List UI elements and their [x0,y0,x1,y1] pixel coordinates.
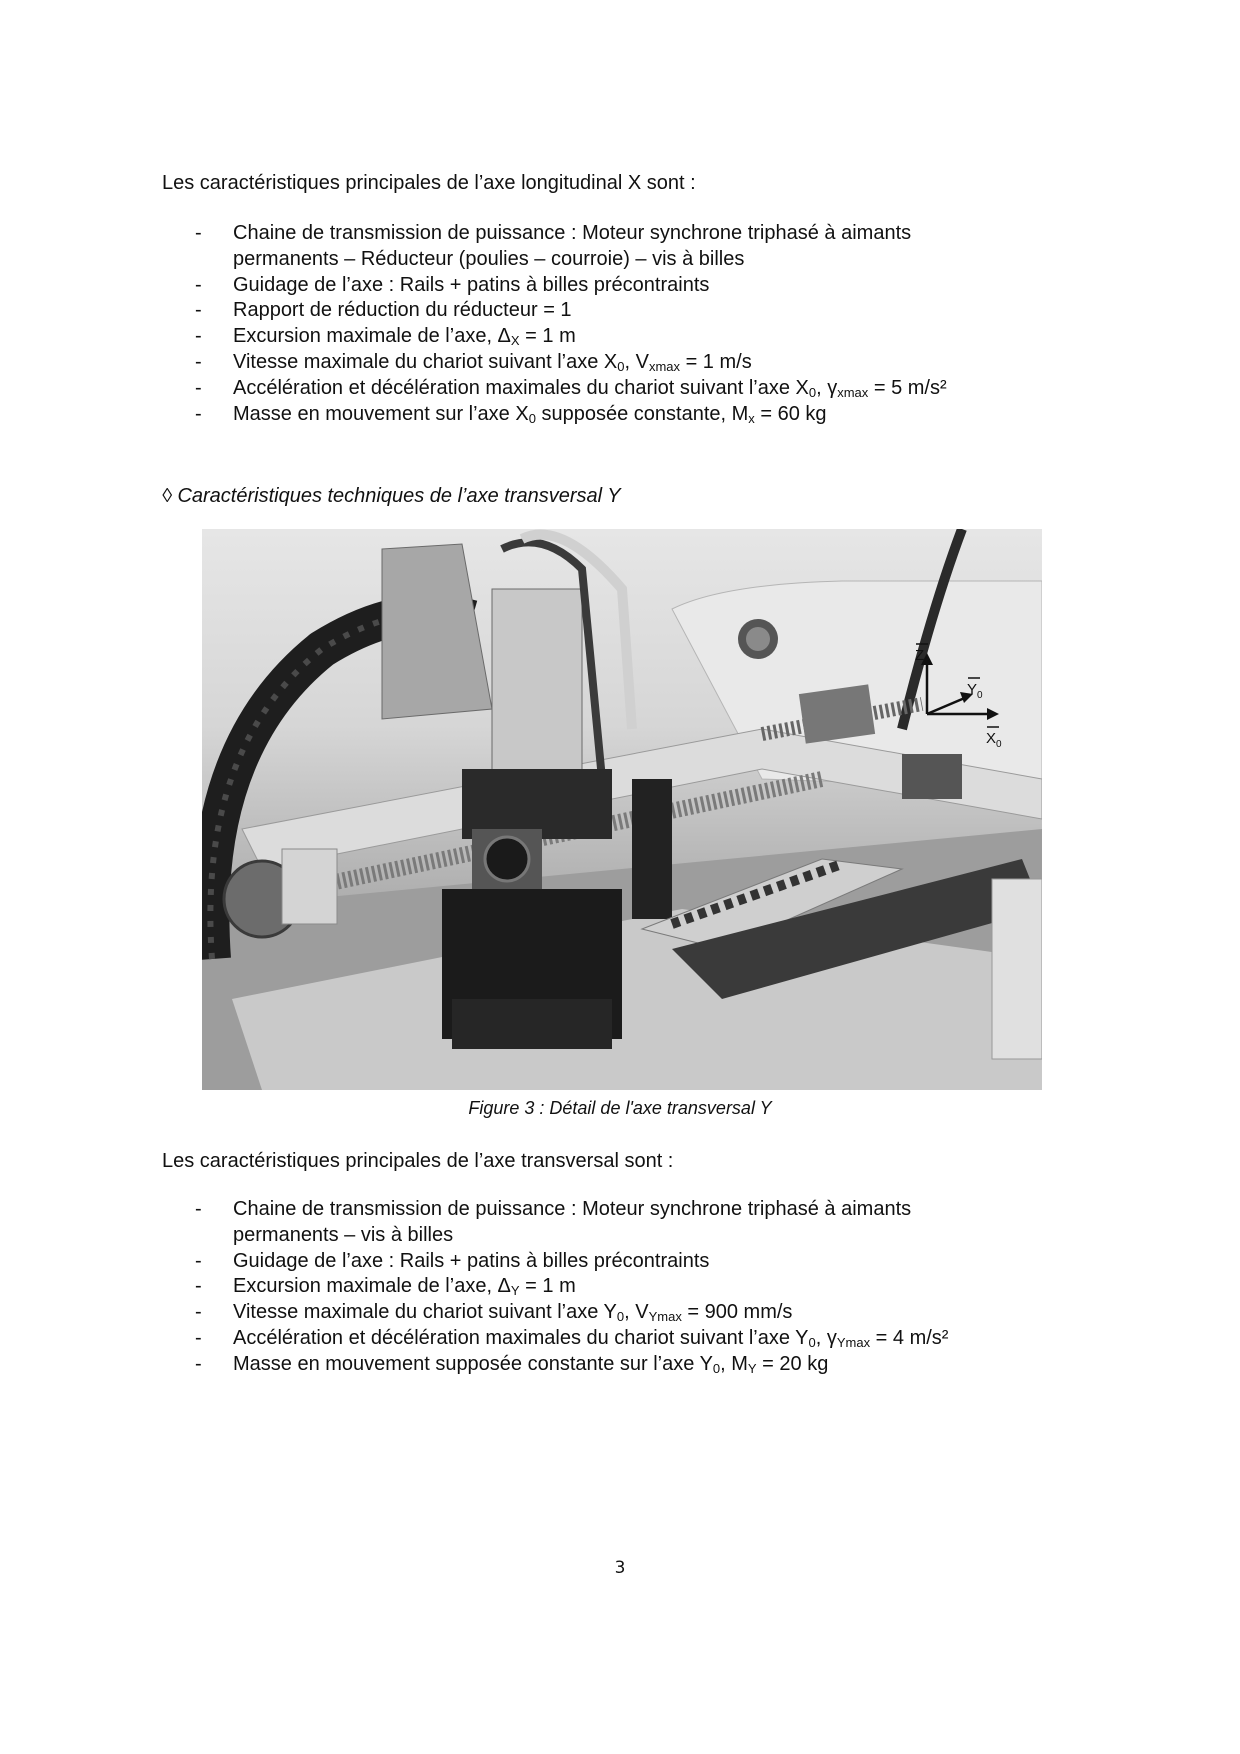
list-item [195,324,1085,350]
list-item-text: = 20 kg [756,1352,829,1375]
list-item-text: Masse en mouvement sur l’axe X [233,402,529,425]
list-dash: - [195,1198,202,1220]
list-item-text: , M [720,1352,748,1375]
list-item [195,402,1085,428]
list-item-text: = 1 m/s [680,350,752,373]
list-item-text: Masse en mouvement supposée constante sur l’axe Y [233,1352,713,1375]
subscript: 0 [808,384,817,400]
list-item [195,376,1085,402]
list-item-text: Chaine de transmission de puissance : Moteur synchrone triphasé à aimants [233,1198,912,1220]
axis-label-z: $Z_0$ [915,647,930,667]
list-item [195,350,1085,376]
list-item-text: Guidage de l’axe : Rails + patins à billes précontraints [233,273,710,296]
list-dash: - [195,325,202,348]
list-dash: - [195,1275,202,1298]
list-item-text: Chaine de transmission de puissance : Moteur synchrone triphasé à aimants [233,222,912,244]
machine-photo-illustration [202,529,1042,1090]
figure-caption: Figure 3 : Détail de l'axe transversal Y [468,1098,772,1118]
list-item-text: = 900 mm/s [681,1301,793,1324]
list-dash: - [195,402,202,425]
section-heading-axis-y: ◊ Caractéristiques techniques de l’axe transversal Y [162,485,621,507]
list-dash: - [195,273,202,296]
list-item-text: supposée constante, M [535,402,749,425]
list-item-text: = 4 m/s² [870,1326,949,1349]
list-item-text: Vitesse maximale du chariot suivant l’axe Y [233,1301,617,1324]
list-item-text: Accélération et décélération maximales du chariot suivant l’axe Y [233,1326,809,1349]
list-item-text: , γ [815,1326,837,1349]
list-item [195,1249,1085,1275]
list-item [195,1300,1085,1326]
axis-label-y: $Y_0$ [967,681,983,701]
list-item-text: = 1 m [519,1275,576,1298]
intro-paragraph-axis-y: Les caractéristiques principales de l’axe transversal sont : [162,1150,674,1172]
list-dash: - [195,350,202,373]
list-dash: - [195,222,202,244]
subscript: xmax [648,358,681,374]
subscript: 0 [712,1360,721,1376]
list-item-text: Rapport de réduction du réducteur = 1 [233,299,572,322]
intro-paragraph-axis-x: Les caractéristiques principales de l’axe longitudinal X sont : [162,172,696,194]
list-item [195,1352,1085,1378]
list-item-text: , γ [816,376,838,399]
list-dash: - [195,1301,202,1324]
list-item-continuation [195,247,1085,273]
list-item-text: Vitesse maximale du chariot suivant l’axe X [233,350,618,373]
subscript: 0 [616,1309,625,1325]
page-number: 3 [614,1558,626,1578]
axis-label-x: $X_0$ [986,730,1002,750]
list-item [195,1197,1085,1223]
subscript: Ymax [836,1334,871,1350]
list-item-text: , V [624,1301,649,1324]
list-dash: - [195,1326,202,1349]
list-item-text: permanents – vis à billes [233,1223,454,1246]
subscript: Y [747,1360,757,1376]
subscript: 0 [528,410,536,426]
subscript: xmax [837,384,869,400]
subscript: 0 [617,358,625,374]
list-item-text: = 60 kg [754,402,827,425]
list-item-text: Accélération et décélération maximales du chariot suivant l’axe X [233,376,809,399]
list-dash: - [195,299,202,322]
list-dash: - [195,1352,202,1375]
list-item-text: = 5 m/s² [868,376,947,399]
list-item [195,1274,1085,1300]
list-item [195,298,1085,324]
subscript: Y [510,1283,520,1299]
list-item-text: Guidage de l’axe : Rails + patins à billes précontraints [233,1249,710,1272]
list-item-text: permanents – Réducteur (poulies – courroie) – vis à billes [233,247,745,270]
subscript: x [748,410,755,426]
list-item-continuation [195,1223,1085,1249]
axis-y-characteristics-list [195,1197,1085,1378]
list-item [195,1326,1085,1352]
list-dash: - [195,376,202,399]
list-item-text: Excursion maximale de l’axe, Δ [233,325,511,348]
subscript: X [510,333,520,349]
machine-photo [202,529,1042,1090]
list-item-text: = 1 m [519,325,576,348]
subscript: Ymax [648,1309,682,1325]
list-item [195,221,1085,247]
list-item [195,273,1085,299]
list-item-text: , V [624,350,649,373]
axis-x-characteristics-list [195,221,1085,427]
subscript: 0 [808,1334,816,1350]
list-dash: - [195,1249,202,1272]
list-item-text: Excursion maximale de l’axe, Δ [233,1275,511,1298]
